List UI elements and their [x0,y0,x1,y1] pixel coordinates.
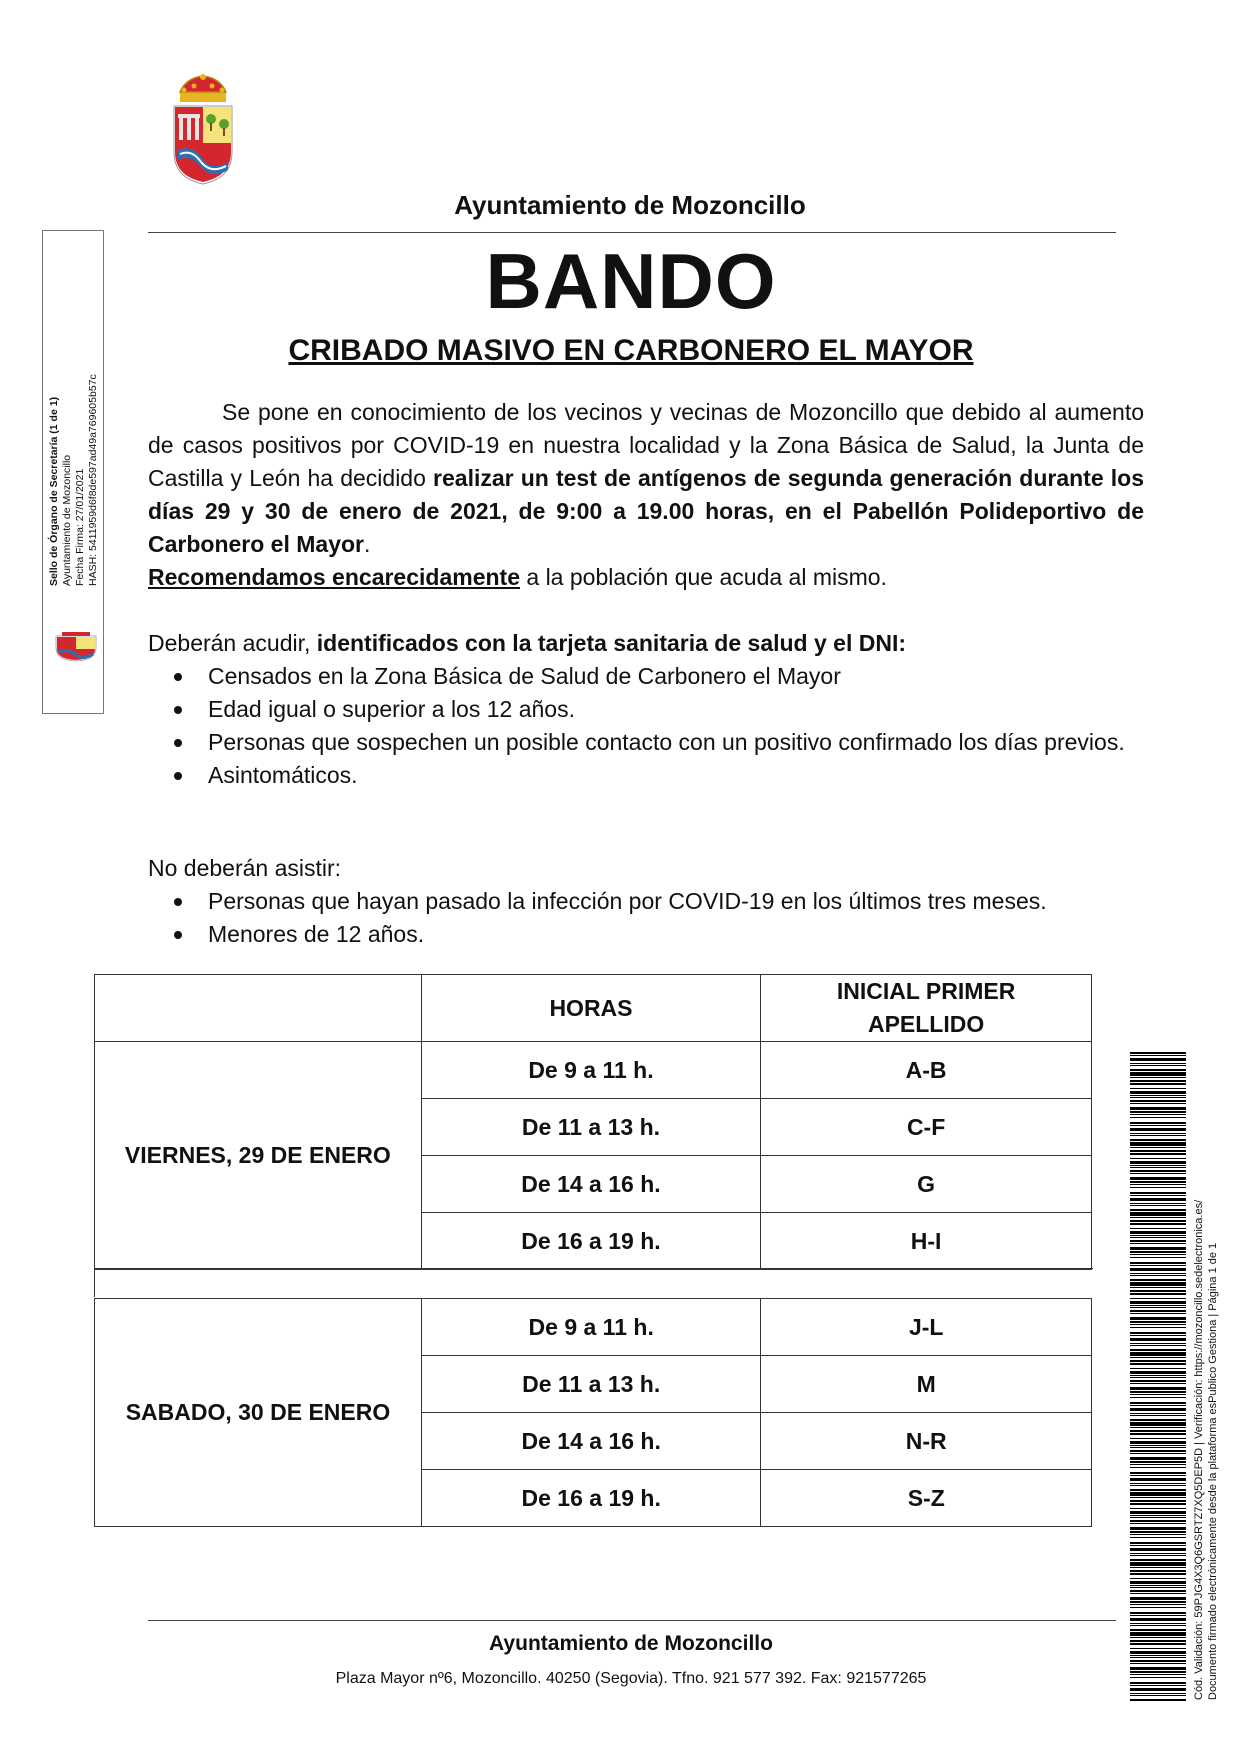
header-initials-line1: INICIAL PRIMER [836,978,1016,1004]
header-cell-blank [95,975,422,1042]
initials-cell: M [761,1356,1092,1413]
table-row [95,1042,1092,1099]
verification-line: Documento firmado electrónicamente desde la plataforma esPublico Gestiona | Página 1 de 1 [1207,1242,1219,1700]
list-item: Personas que sospechen un posible contacto con un positivo confirmado los días previos. [148,726,1160,759]
intro-bold-text: realizar un test de antígenos de segunda generación durante los días 29 y 30 de enero de 2021, de 9:00 a 19.00 horas, en el Pabellón Polideportivo de Carbonero el Mayor [148,465,1145,557]
stamp-line: Ayuntamiento de Mozoncillo [61,454,73,586]
list-item: Censados en la Zona Básica de Salud de Carbonero el Mayor [148,660,1160,693]
hours-cell: De 11 a 13 h. [421,1099,761,1156]
stamp-line: Fecha Firma: 27/01/2021 [74,468,86,586]
municipal-coat-of-arms-icon [168,74,238,186]
intro-end: . [364,531,371,557]
header-divider [148,232,1116,233]
not-attend-label: No deberán asistir: [148,855,342,881]
barcode-icon [1130,1052,1186,1702]
hours-cell: De 16 a 19 h. [421,1470,761,1527]
initials-cell: S-Z [761,1470,1092,1527]
stamp-crest-icon [50,632,102,662]
day-label-cell: SABADO, 30 DE ENERO [95,1299,422,1527]
list-item: Personas que hayan pasado la infección por COVID-19 en los últimos tres meses. [148,885,1160,918]
not-attend-list [148,885,1160,951]
table-row [95,1299,1092,1356]
initials-cell: C-F [761,1099,1092,1156]
header-title: Ayuntamiento de Mozoncillo [454,190,806,220]
schedule-table-saturday [94,1298,1092,1527]
table-header-row [95,975,1092,1042]
must-attend-list-container [148,660,1160,792]
schedule-table-friday [94,974,1092,1270]
header-cell-hours: HORAS [421,975,761,1042]
stamp-line: Sello de Órgano de Secretaría (1 de 1) [48,396,60,586]
recommend-text: a la población que acuda al mismo. [520,564,887,590]
footer-address: Plaza Mayor nº6, Mozoncillo. 40250 (Segovia). Tfno. 921 577 392. Fax: 921577265 [335,1670,927,1687]
header-cell-initials [761,975,1092,1042]
initials-cell: A-B [761,1042,1092,1099]
hours-cell: De 14 a 16 h. [421,1156,761,1213]
initials-cell: N-R [761,1413,1092,1470]
must-attend-list [148,660,1160,792]
intro-paragraph [148,396,1144,561]
recommend-paragraph [148,561,1144,594]
initials-cell: G [761,1156,1092,1213]
hours-cell: De 9 a 11 h. [421,1042,761,1099]
initials-cell: J-L [761,1299,1092,1356]
list-item: Asintomáticos. [148,759,1160,792]
announcement-body [148,396,1144,660]
verification-text [1192,1080,1220,1700]
list-item: Menores de 12 años. [148,918,1160,951]
header-initials-line2: APELLIDO [867,1011,985,1037]
day-label-cell: VIERNES, 29 DE ENERO [95,1042,422,1270]
list-item: Edad igual o superior a los 12 años. [148,693,1160,726]
hours-cell: De 14 a 16 h. [421,1413,761,1470]
document-subtitle: CRIBADO MASIVO EN CARBONERO EL MAYOR [288,334,974,367]
initials-cell: H-I [761,1213,1092,1270]
hours-cell: De 16 a 19 h. [421,1213,761,1270]
intro-text: Se pone en conocimiento de los vecinos y vecinas de Mozoncillo que debido al aumento de casos positivos por COVID-19 en nuestra localidad y la Zona Básica de Salud, la Junta de Castilla y León ha decidido [148,399,1144,491]
hours-cell: De 11 a 13 h. [421,1356,761,1413]
footer-divider [148,1620,1116,1621]
verification-line: Cód. Validación: 59PJG4X3Q6GSRTZ7XQ5DEP5D | Verificación: https://mozoncillo.sedelectronica.es/ [1193,1199,1205,1700]
stamp-text [48,326,100,586]
not-attend-section [148,852,1160,951]
must-attend-paragraph [148,627,1144,660]
hours-cell: De 9 a 11 h. [421,1299,761,1356]
footer-title: Ayuntamiento de Mozoncillo [489,1632,773,1655]
document-heading: BANDO [485,237,777,325]
must-attend-text: Deberán acudir, [148,630,317,656]
stamp-line: HASH: 5411959d6f8de597ad49a769605b57c [87,374,99,586]
table-separator [94,1268,1093,1297]
must-attend-bold: identificados con la tarjeta sanitaria de salud y el DNI: [316,630,907,656]
recommend-emphasis: Recomendamos encarecidamente [148,564,520,590]
